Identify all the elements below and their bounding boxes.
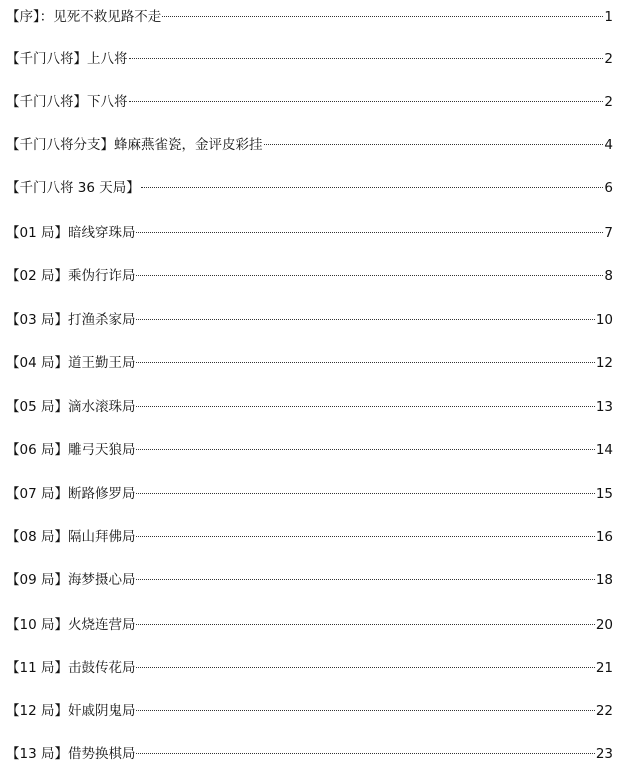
- toc-entry-page: 16: [595, 529, 613, 545]
- toc-entry-page: 7: [604, 225, 613, 241]
- toc-entry-title: 【11 局】击鼓传花局: [6, 660, 136, 676]
- toc-entry-title: 【01 局】暗线穿珠局: [6, 225, 136, 241]
- dot-leader: [264, 144, 604, 145]
- toc-entry-page: 21: [595, 660, 613, 676]
- toc-entry-page: 4: [604, 137, 613, 153]
- dot-leader: [162, 16, 603, 17]
- toc-entry[interactable]: [6, 6, 613, 28]
- toc-entry-page: 2: [604, 94, 613, 110]
- dot-leader: [136, 275, 603, 276]
- toc-entry-page: 20: [595, 617, 613, 633]
- toc-entry-title: 【13 局】借势换棋局: [6, 746, 136, 762]
- toc-entry[interactable]: [6, 569, 613, 591]
- dot-leader: [136, 710, 594, 711]
- toc-entry-title: 【千门八将 36 天局】: [6, 180, 140, 196]
- toc-entry-page: 6: [604, 180, 613, 196]
- dot-leader: [129, 58, 604, 59]
- toc-entry-page: 12: [595, 355, 613, 371]
- toc-entry[interactable]: [6, 177, 613, 199]
- dot-leader: [136, 449, 594, 450]
- toc-entry-page: 2: [604, 51, 613, 67]
- toc-entry[interactable]: [6, 743, 613, 765]
- toc-entry-page: 14: [595, 442, 613, 458]
- toc-entry-page: 8: [604, 268, 613, 284]
- toc-entry[interactable]: [6, 134, 613, 156]
- toc-entry[interactable]: [6, 396, 613, 418]
- toc-entry-title: 【05 局】滴水滚珠局: [6, 399, 136, 415]
- dot-leader: [136, 232, 603, 233]
- toc-entry-page: 10: [595, 312, 613, 328]
- dot-leader: [141, 187, 604, 188]
- toc-entry-title: 【08 局】隔山拜佛局: [6, 529, 136, 545]
- toc-entry[interactable]: [6, 483, 613, 505]
- toc-entry-title: 【千门八将】上八将: [6, 51, 128, 67]
- toc-entry-page: 15: [595, 486, 613, 502]
- toc-entry-page: 1: [604, 9, 613, 25]
- toc-entry-title: 【千门八将分支】蜂麻燕雀瓷，金评皮彩挂: [6, 137, 263, 153]
- dot-leader: [136, 753, 594, 754]
- toc-entry-title: 【07 局】断路修罗局: [6, 486, 136, 502]
- toc-entry-title: 【10 局】火烧连营局: [6, 617, 136, 633]
- toc-entry-title: 【09 局】海梦摄心局: [6, 572, 136, 588]
- dot-leader: [136, 406, 594, 407]
- toc-entry-title: 【12 局】奸戚阴鬼局: [6, 703, 136, 719]
- toc-entry[interactable]: [6, 265, 613, 287]
- toc-entry[interactable]: [6, 526, 613, 548]
- dot-leader: [136, 667, 594, 668]
- dot-leader: [136, 362, 594, 363]
- toc-entry[interactable]: [6, 222, 613, 244]
- toc-entry-title: 【02 局】乘伪行诈局: [6, 268, 136, 284]
- toc-entry-page: 23: [595, 746, 613, 762]
- toc-entry[interactable]: [6, 439, 613, 461]
- dot-leader: [136, 493, 594, 494]
- toc-entry-page: 22: [595, 703, 613, 719]
- toc-entry[interactable]: [6, 700, 613, 722]
- toc-entry-title: 【03 局】打渔杀家局: [6, 312, 136, 328]
- toc-entry[interactable]: [6, 91, 613, 113]
- dot-leader: [136, 536, 594, 537]
- toc-entry-page: 18: [595, 572, 613, 588]
- toc-entry[interactable]: [6, 48, 613, 70]
- dot-leader: [136, 579, 594, 580]
- dot-leader: [136, 319, 594, 320]
- toc-entry-title: 【06 局】雕弓天狼局: [6, 442, 136, 458]
- dot-leader: [129, 101, 604, 102]
- toc-entry-title: 【04 局】道王勤王局: [6, 355, 136, 371]
- toc-entry[interactable]: [6, 657, 613, 679]
- toc-entry-title: 【千门八将】下八将: [6, 94, 128, 110]
- toc-entry[interactable]: [6, 352, 613, 374]
- toc-entry-title: 【序】：见死不救见路不走: [6, 9, 162, 25]
- toc-entry-page: 13: [595, 399, 613, 415]
- toc-entry[interactable]: [6, 614, 613, 636]
- dot-leader: [136, 624, 594, 625]
- toc-entry[interactable]: [6, 309, 613, 331]
